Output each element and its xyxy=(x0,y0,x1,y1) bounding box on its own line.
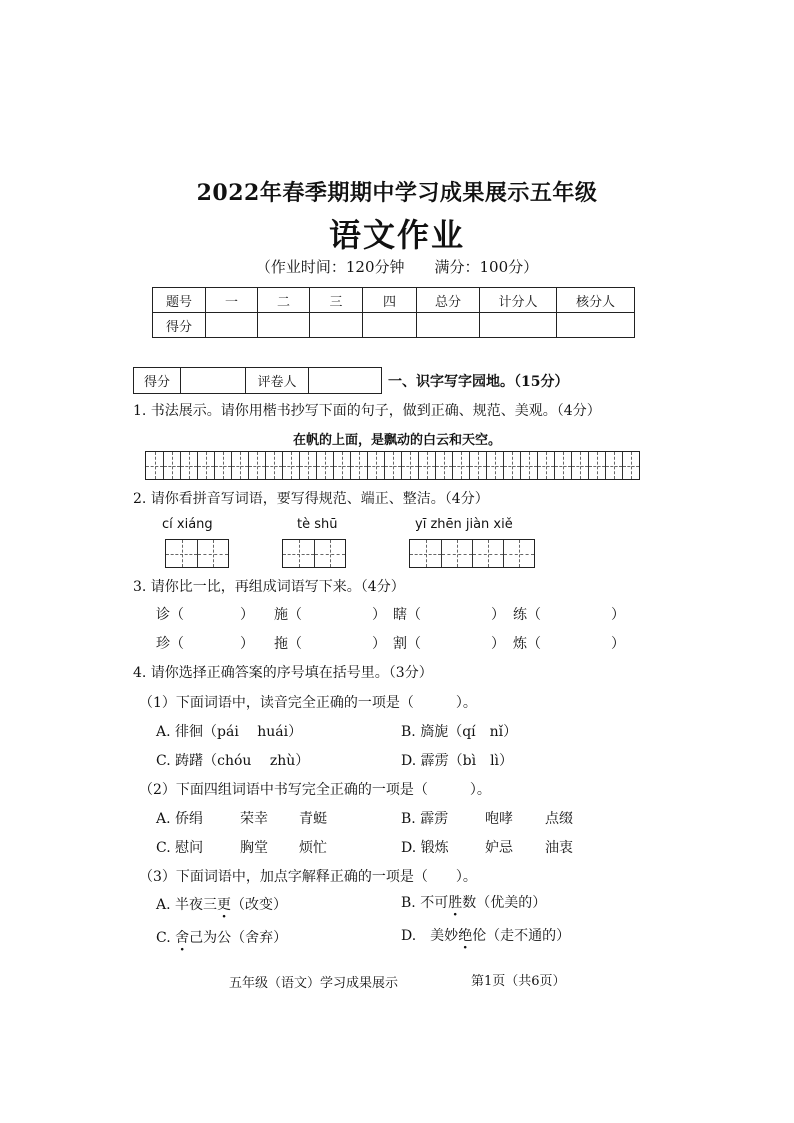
option-d-word: 妒忌 xyxy=(485,840,513,856)
word-pair-item[interactable]: 练（ ） xyxy=(513,607,625,623)
grader-score-cell[interactable] xyxy=(181,368,246,394)
dotted-character: 舍 xyxy=(175,930,190,946)
score-cell[interactable] xyxy=(258,313,310,338)
option-text: A. 半夜三 xyxy=(156,897,218,913)
option-b[interactable] xyxy=(401,892,546,912)
score-header-cell: 核分人 xyxy=(557,288,635,313)
grid-cell[interactable] xyxy=(410,540,441,567)
grid-cell[interactable] xyxy=(554,452,571,479)
sub-question-2-stem: （2）下面四组词语中书写完全正确的一项是（ ）。 xyxy=(139,782,491,798)
grid-cell[interactable] xyxy=(537,452,554,479)
grader-box xyxy=(133,367,382,394)
option-a-word: 青蜓 xyxy=(299,811,327,827)
pinyin-label: cí xiáng xyxy=(162,517,213,532)
score-header-cell: 一 xyxy=(206,288,258,313)
grid-cell[interactable] xyxy=(299,452,316,479)
score-table-header-row xyxy=(153,288,635,313)
score-table xyxy=(152,287,635,338)
option-a[interactable] xyxy=(156,894,287,914)
answer-grid[interactable] xyxy=(282,539,346,568)
grader-name-label: 评卷人 xyxy=(246,368,309,394)
grid-cell[interactable] xyxy=(588,452,605,479)
grid-cell[interactable] xyxy=(401,452,418,479)
page-number: 第1页（共6页） xyxy=(471,974,566,989)
grid-cell[interactable] xyxy=(282,452,299,479)
question-2-text: 2. 请你看拼音写词语，要写得规范、端正、整洁。（4分） xyxy=(133,491,489,507)
score-cell[interactable] xyxy=(310,313,363,338)
grid-cell[interactable] xyxy=(316,452,333,479)
option-text: 伦（走不通的） xyxy=(472,928,571,944)
option-b[interactable]: B. 霹雳 xyxy=(401,811,449,827)
option-c[interactable]: C. 慰问 xyxy=(156,840,204,856)
title-line-1: 2022年春季期期中学习成果展示五年级 xyxy=(196,180,598,206)
grid-cell[interactable] xyxy=(197,540,228,567)
grid-cell[interactable] xyxy=(486,452,503,479)
grid-cell[interactable] xyxy=(472,540,503,567)
word-pair-item[interactable]: 割（ ） xyxy=(393,636,505,652)
score-cell[interactable] xyxy=(557,313,635,338)
grid-cell[interactable] xyxy=(180,452,197,479)
grid-cell[interactable] xyxy=(231,452,248,479)
option-text: B. 不可 xyxy=(401,895,449,911)
option-a-word: 荣幸 xyxy=(240,811,268,827)
word-pair-item[interactable]: 施（ ） xyxy=(274,607,386,623)
grid-cell[interactable] xyxy=(418,452,435,479)
section-1-title: 一、识字写字园地。（15分） xyxy=(388,374,569,390)
word-pair-item[interactable]: 珍（ ） xyxy=(156,636,254,652)
question-1-text: 1. 书法展示。请你用楷书抄写下面的句子，做到正确、规范、美观。（4分） xyxy=(133,403,601,419)
option-c-word: 烦忙 xyxy=(299,840,327,856)
dotted-character: 胜 xyxy=(448,895,463,911)
question-4-text: 4. 请你选择正确答案的序号填在括号里。（3分） xyxy=(133,665,433,681)
option-c[interactable]: C. 踌躇（chóu zhù） xyxy=(156,753,310,769)
grid-cell[interactable] xyxy=(214,452,231,479)
score-header-cell: 四 xyxy=(363,288,417,313)
option-b-word: 点缀 xyxy=(545,811,573,827)
question-3-text: 3. 请你比一比，再组成词语写下来。（4分） xyxy=(133,579,405,595)
grid-cell[interactable] xyxy=(367,452,384,479)
copy-sentence: 在帆的上面，是飘动的白云和天空。 xyxy=(292,433,501,448)
grid-cell[interactable] xyxy=(197,452,214,479)
score-header-cell: 题号 xyxy=(153,288,206,313)
dotted-character: 更 xyxy=(217,897,232,913)
exam-info: （作业时间：120分钟 满分：100分） xyxy=(255,258,539,276)
option-text: C. xyxy=(156,930,176,946)
handwriting-grid[interactable] xyxy=(145,451,640,480)
option-c-word: 胸堂 xyxy=(240,840,268,856)
grid-cell[interactable] xyxy=(146,452,163,479)
grid-cell[interactable] xyxy=(452,452,469,479)
option-b-word: 咆哮 xyxy=(485,811,513,827)
option-a[interactable]: A. 徘徊（pái huái） xyxy=(156,724,303,740)
grader-name-cell[interactable] xyxy=(309,368,382,394)
grid-cell[interactable] xyxy=(503,452,520,479)
grid-cell[interactable] xyxy=(283,540,314,567)
score-header-cell: 总分 xyxy=(417,288,480,313)
grid-cell[interactable] xyxy=(166,540,197,567)
dotted-character: 绝 xyxy=(458,928,473,944)
option-d-word: 油衷 xyxy=(545,840,573,856)
score-header-cell: 三 xyxy=(310,288,363,313)
option-text: 己为公（舍弃） xyxy=(189,930,288,946)
grid-cell[interactable] xyxy=(163,452,180,479)
option-a[interactable]: A. 侨绢 xyxy=(156,811,204,827)
grid-cell[interactable] xyxy=(384,452,401,479)
word-pair-item[interactable]: 诊（ ） xyxy=(156,607,254,623)
grid-cell[interactable] xyxy=(571,452,588,479)
score-cell[interactable] xyxy=(206,313,258,338)
pinyin-label: yī zhēn jiàn xiě xyxy=(415,517,513,532)
score-cell[interactable] xyxy=(417,313,480,338)
score-row-label: 得分 xyxy=(153,313,206,338)
word-pair-item[interactable]: 瞎（ ） xyxy=(393,607,505,623)
option-text: 数（优美的） xyxy=(462,895,547,911)
option-c[interactable] xyxy=(156,927,287,947)
grid-cell[interactable] xyxy=(622,452,639,479)
option-text: （改变） xyxy=(231,897,288,913)
grid-cell[interactable] xyxy=(469,452,486,479)
score-cell[interactable] xyxy=(363,313,417,338)
score-cell[interactable] xyxy=(480,313,557,338)
title-line-2: 语文作业 xyxy=(328,216,465,254)
word-pair-item[interactable]: 拖（ ） xyxy=(274,636,386,652)
grid-cell[interactable] xyxy=(605,452,622,479)
answer-grid[interactable] xyxy=(165,539,229,568)
grader-score-label: 得分 xyxy=(134,368,181,394)
grid-cell[interactable] xyxy=(314,540,345,567)
sub-question-3-stem: （3）下面词语中，加点字解释正确的一项是（ ）。 xyxy=(139,869,477,885)
score-table-score-row xyxy=(153,313,635,338)
option-d[interactable] xyxy=(401,925,570,945)
option-b[interactable]: B. 旖旎（qí nǐ） xyxy=(401,724,518,740)
option-d[interactable]: D. 锻炼 xyxy=(401,840,449,856)
grid-cell[interactable] xyxy=(333,452,350,479)
word-pair-item[interactable]: 炼（ ） xyxy=(513,636,625,652)
footer-title: 五年级（语文）学习成果展示 xyxy=(229,976,399,991)
score-header-cell: 二 xyxy=(258,288,310,313)
grid-cell[interactable] xyxy=(441,540,472,567)
option-d[interactable]: D. 霹雳（bì lì） xyxy=(401,753,514,769)
grid-cell[interactable] xyxy=(520,452,537,479)
grid-cell[interactable] xyxy=(350,452,367,479)
sub-question-1-stem: （1）下面词语中，读音完全正确的一项是（ ）。 xyxy=(139,695,477,711)
grid-cell[interactable] xyxy=(248,452,265,479)
grid-cell[interactable] xyxy=(265,452,282,479)
score-header-cell: 计分人 xyxy=(480,288,557,313)
grid-cell[interactable] xyxy=(435,452,452,479)
pinyin-label: tè shū xyxy=(297,517,338,532)
answer-grid[interactable] xyxy=(409,539,535,568)
option-text: D. 美妙 xyxy=(401,928,459,944)
grid-cell[interactable] xyxy=(503,540,534,567)
